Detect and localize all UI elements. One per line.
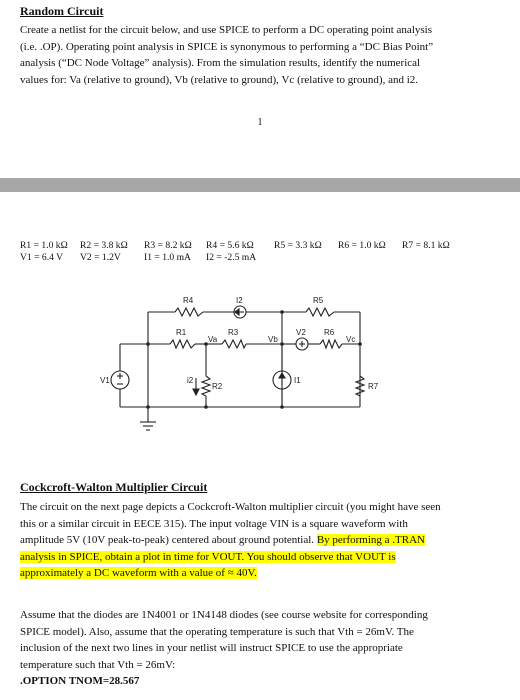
value-v2: V2 = 1.2V bbox=[80, 252, 121, 263]
label-vc: Vc bbox=[346, 335, 356, 344]
current-source-i2 bbox=[234, 306, 246, 318]
label-r4: R4 bbox=[183, 296, 194, 305]
node-dots bbox=[146, 310, 362, 409]
component-values bbox=[20, 240, 450, 264]
label-r3: R3 bbox=[228, 328, 239, 337]
resistor-r1 bbox=[170, 340, 195, 348]
value-i1: I1 = 1.0 mA bbox=[144, 252, 191, 263]
section-title-cockcroft: Cockcroft-Walton Multiplier Circuit bbox=[20, 480, 208, 494]
resistor-r6 bbox=[320, 340, 342, 348]
resistor-r3 bbox=[222, 340, 246, 348]
voltage-source-v2 bbox=[296, 338, 308, 350]
cw-p2-line-2: SPICE model). Also, assume that the operating temperature is such that Vth = 26mV. The bbox=[20, 625, 414, 638]
page-separator bbox=[0, 178, 520, 192]
voltage-source-v1 bbox=[111, 371, 129, 389]
option-line: .OPTION TNOM=28.567 bbox=[20, 675, 140, 687]
cw-line-2: this or a similar circuit in EECE 315). The input voltage VIN is a square waveform with bbox=[20, 517, 408, 530]
values-row-2 bbox=[20, 252, 450, 264]
page-2 bbox=[0, 192, 520, 700]
value-r7: R7 = 8.1 kΩ bbox=[402, 240, 450, 251]
cw-line-1: The circuit on the next page depicts a Cockcroft-Walton multiplier circuit (you might have seen bbox=[20, 501, 441, 513]
cw-line-3-highlight: By performing a .TRAN bbox=[316, 534, 425, 546]
page-1 bbox=[0, 0, 520, 178]
intro-line-2: (i.e. .OP). Operating point analysis in SPICE is synonymous to performing a “DC Bias Point” bbox=[20, 40, 434, 53]
current-source-i1 bbox=[273, 371, 291, 407]
paragraph-cockcroft-2 bbox=[20, 607, 506, 690]
cw-p2-line-1: Assume that the diodes are 1N4001 or 1N4148 diodes (see course website for corresponding bbox=[20, 609, 428, 621]
values-row-1 bbox=[20, 240, 450, 252]
label-r7: R7 bbox=[368, 382, 379, 391]
intro-line-1: Create a netlist for the circuit below, and use SPICE to perform a DC operating point analysis bbox=[20, 24, 432, 36]
page-number: 1 bbox=[257, 117, 263, 128]
value-r6: R6 = 1.0 kΩ bbox=[338, 240, 386, 251]
value-r4: R4 = 5.6 kΩ bbox=[206, 240, 254, 251]
label-r6: R6 bbox=[324, 328, 335, 337]
cw-line-3 bbox=[20, 532, 506, 549]
value-v1: V1 = 6.4 V bbox=[20, 252, 64, 263]
label-r1: R1 bbox=[176, 328, 187, 337]
label-i1: I1 bbox=[294, 376, 301, 385]
value-r3: R3 = 8.2 kΩ bbox=[144, 240, 192, 251]
paragraph-cockcroft-1 bbox=[20, 499, 506, 582]
cw-line-5-highlight: approximately a DC waveform with a value of ≈ 40V. bbox=[20, 567, 257, 579]
label-r2: R2 bbox=[212, 382, 223, 391]
intro-line-3: analysis (“DC Node Voltage” analysis). From the simulation results, identify the numerical bbox=[20, 57, 421, 69]
circuit-diagram bbox=[100, 272, 510, 442]
label-va: Va bbox=[208, 335, 218, 344]
resistor-r5 bbox=[306, 308, 334, 316]
value-i2: I2 = -2.5 mA bbox=[206, 252, 257, 263]
label-v1: V1 bbox=[100, 376, 110, 385]
label-v2: V2 bbox=[296, 328, 306, 337]
cw-p2-line-4: temperature such that Vth = 26mV: bbox=[20, 658, 176, 671]
cw-line-5 bbox=[20, 565, 506, 582]
cw-p2-line-3: inclusion of the next two lines in your netlist will instruct SPICE to use the appropriate bbox=[20, 642, 403, 654]
intro-paragraph bbox=[20, 22, 506, 88]
resistor-r4 bbox=[175, 308, 203, 316]
cw-line-4 bbox=[20, 549, 506, 566]
label-i2-branch: i2 bbox=[187, 376, 194, 385]
label-vb: Vb bbox=[268, 335, 278, 344]
label-r5: R5 bbox=[313, 296, 324, 305]
label-i2: I2 bbox=[236, 296, 243, 305]
value-r5: R5 = 3.3 kΩ bbox=[274, 240, 322, 251]
current-arrow-i2 bbox=[193, 378, 199, 395]
intro-line-4: values for: Va (relative to ground), Vb (relative to ground), Vc (relative to ground), and i2. bbox=[20, 73, 419, 86]
value-r2: R2 = 3.8 kΩ bbox=[80, 240, 128, 251]
section-title-random-circuit: Random Circuit bbox=[20, 4, 104, 18]
cw-line-3-plain: amplitude 5V (10V peak-to-peak) centered about ground potential. bbox=[20, 534, 315, 546]
value-r1: R1 = 1.0 kΩ bbox=[20, 240, 68, 251]
resistor-r2 bbox=[202, 376, 210, 396]
cw-line-4-highlight: analysis in SPICE, obtain a plot in time for VOUT. You should observe that VOUT is bbox=[20, 550, 396, 563]
